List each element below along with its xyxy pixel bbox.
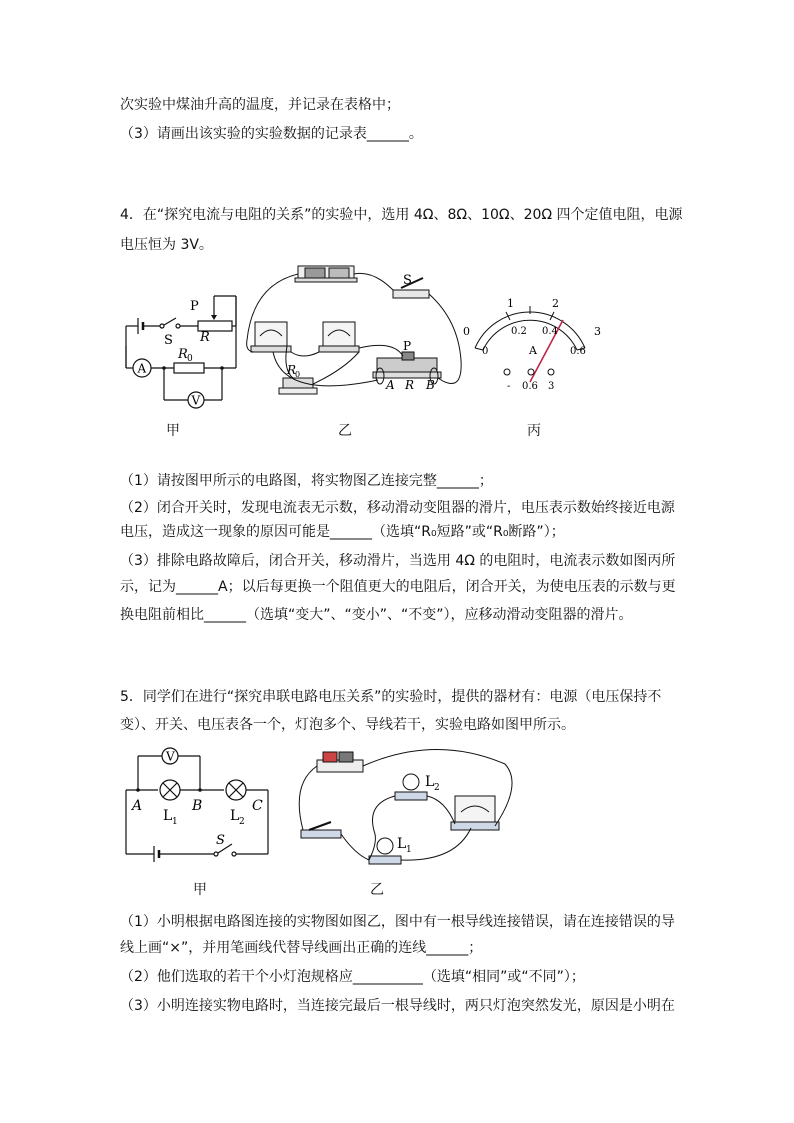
voltmeter-label: V bbox=[166, 749, 175, 764]
upper-tick-label: 2 bbox=[552, 297, 559, 310]
q4-subquestion-3: 示，记为______A；以后每更换一个阻值更大的电阻后，闭合开关，为使电压表的示数与更 bbox=[120, 579, 676, 595]
figure-label-jia: 甲 bbox=[193, 882, 207, 898]
text-line: （3）请画出该实验的实验数据的记录表______。 bbox=[120, 126, 423, 142]
rheostat-label: R bbox=[200, 330, 210, 345]
voltmeter-label: V bbox=[191, 393, 201, 408]
resistor-subscript: 0 bbox=[187, 354, 193, 364]
resistor-subscript: 0 bbox=[295, 370, 301, 379]
q5-subquestion-2: （2）他们选取的若干个小灯泡规格应__________（选填“相同”或“不同”）； bbox=[120, 969, 585, 985]
terminal-a-label: A bbox=[386, 378, 395, 392]
q4-ammeter-dial-bing bbox=[455, 292, 605, 392]
q4-subquestion-1: （1）请按图甲所示的电路图，将实物图乙连接完整______； bbox=[120, 473, 493, 489]
upper-tick-label: 0 bbox=[463, 325, 470, 338]
question-4-intro: 4．在“探究电流与电阻的关系”的实验中，选用 4Ω、8Ω、10Ω、20Ω 四个定值电阻，电源 bbox=[120, 207, 683, 223]
q5-physical-circuit-yi bbox=[295, 744, 525, 872]
switch-label: S bbox=[403, 273, 412, 288]
lamp-l1-label: L bbox=[163, 808, 173, 824]
q5-subquestion-1: （1）小明根据电路图连接的实物图如图乙，图中有一根导线连接错误，请在连接错误的导 bbox=[120, 914, 675, 930]
q5-subquestion-3: （3）小明连接实物电路时，当连接完最后一根导线时，两只灯泡突然发光，原因是小明在 bbox=[120, 998, 675, 1014]
q4-physical-circuit-yi bbox=[243, 260, 465, 410]
lower-tick-label: 0 bbox=[482, 346, 489, 357]
upper-tick-label: 3 bbox=[594, 325, 601, 338]
q4-subquestion-2: （2）闭合开关时，发现电流表无示数，移动滑动变阻器的滑片，电压表示数始终接近电源 bbox=[120, 500, 675, 516]
point-a-label: A bbox=[132, 798, 143, 814]
q5-subquestion-1: 线上画“×”，并用笔画线代替导线画出正确的连线______； bbox=[120, 940, 483, 956]
lower-tick-label: 0.2 bbox=[511, 326, 527, 337]
lamp-l1-subscript: 1 bbox=[172, 817, 178, 827]
slider-label: P bbox=[403, 339, 412, 353]
figure-label-bing: 丙 bbox=[527, 423, 541, 439]
ammeter-label: A bbox=[137, 361, 147, 376]
q4-circuit-diagram-jia bbox=[118, 288, 248, 413]
point-b-label: B bbox=[192, 798, 203, 814]
q4-subquestion-2: 电压，造成这一现象的原因可能是______（选填“R₀短路”或“R₀断路”）； bbox=[120, 524, 565, 540]
lamp-l2-subscript: 2 bbox=[239, 817, 245, 827]
q5-circuit-diagram-jia bbox=[118, 742, 278, 867]
switch-label: S bbox=[164, 333, 173, 348]
terminal-label: 0.6 bbox=[522, 381, 538, 392]
resistor-label: R bbox=[287, 363, 297, 377]
meter-unit: A bbox=[529, 344, 537, 357]
upper-tick-label: 1 bbox=[507, 297, 514, 310]
q4-subquestion-3: 换电阻前相比______（选填“变大”、“变小”、“不变”），应移动滑动变阻器的滑片。 bbox=[120, 607, 633, 623]
question-5-intro: 5．同学们在进行“探究串联电路电压关系”的实验时，提供的器材有：电源（电压保持不 bbox=[120, 689, 662, 705]
switch-label: S bbox=[216, 833, 225, 848]
figure-label-yi: 乙 bbox=[338, 423, 352, 439]
terminal-b-label: B bbox=[426, 378, 435, 392]
resistor-label: R bbox=[178, 347, 188, 362]
lower-tick-label: 0.6 bbox=[570, 346, 586, 357]
point-c-label: C bbox=[252, 798, 263, 814]
lamp-l1-label: L bbox=[397, 836, 407, 852]
lamp-l2-label: L bbox=[230, 808, 240, 824]
q4-subquestion-3: （3）排除电路故障后，闭合开关，移动滑片，当选用 4Ω 的电阻时，电流表示数如图丙所 bbox=[120, 553, 676, 569]
figure-label-jia: 甲 bbox=[166, 423, 180, 439]
lamp-l1-subscript: 1 bbox=[406, 845, 412, 855]
question-5-intro: 变）、开关、电压表各一个，灯泡多个、导线若干，实验电路如图甲所示。 bbox=[120, 717, 575, 733]
terminal-label: - bbox=[507, 381, 511, 392]
slider-label: P bbox=[190, 299, 199, 314]
figure-label-yi: 乙 bbox=[370, 882, 384, 898]
lamp-l2-subscript: 2 bbox=[434, 783, 440, 793]
terminal-label: 3 bbox=[548, 381, 555, 392]
terminal-r-label: R bbox=[405, 378, 415, 392]
question-4-intro: 电压恒为 3V。 bbox=[120, 237, 213, 253]
text-line: 次实验中煤油升高的温度，并记录在表格中； bbox=[120, 97, 400, 113]
lamp-l2-label: L bbox=[425, 774, 435, 790]
lower-tick-label: 0.4 bbox=[542, 326, 558, 337]
